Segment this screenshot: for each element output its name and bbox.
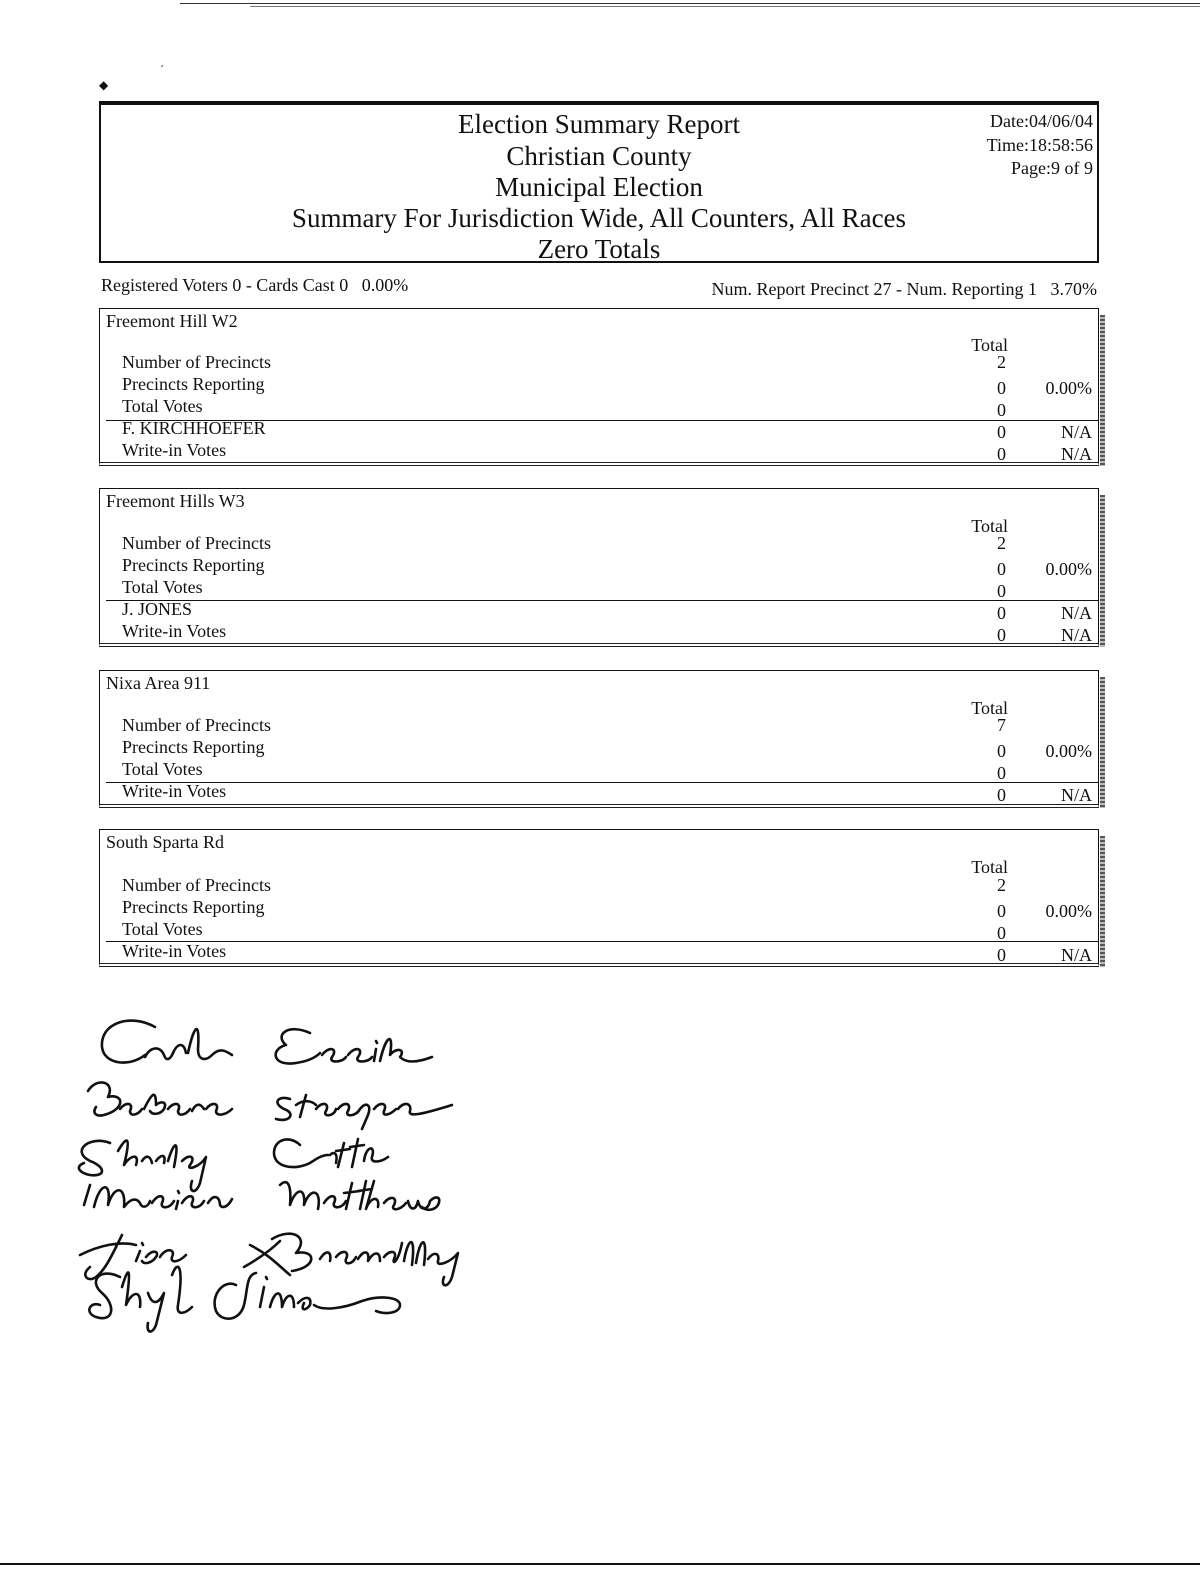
stat-label: Number of Precincts (122, 715, 271, 735)
report-header (99, 101, 1099, 263)
candidate-percent: N/A (1061, 603, 1092, 623)
candidate-row (122, 598, 1098, 623)
signature-lisa-brandley (80, 1234, 458, 1286)
race-block (99, 829, 1099, 967)
stat-value: 7 (997, 715, 1006, 735)
stat-percent: 0.00% (1045, 378, 1092, 398)
stat-value: 0 (997, 559, 1006, 579)
candidate-name: J. JONES (122, 599, 193, 619)
report-page: Page:9 of 9 (1011, 158, 1093, 178)
candidate-votes: 0 (997, 945, 1006, 965)
stat-value: 2 (997, 875, 1006, 895)
stat-value: 0 (997, 581, 1006, 601)
report-title: Election Summary Report (458, 109, 740, 139)
stat-label: Number of Precincts (122, 352, 271, 372)
race-block (99, 488, 1099, 647)
signature-carl-essick (102, 1021, 432, 1064)
candidate-name: Write-in Votes (122, 440, 227, 460)
scan-edge-top-inner (250, 6, 1200, 7)
candidate-percent: N/A (1061, 945, 1092, 965)
stat-label: Total Votes (122, 919, 203, 939)
race-title: Freemont Hills W3 (106, 491, 245, 511)
stat-value: 2 (997, 533, 1006, 553)
signature-barbara (88, 1082, 452, 1129)
candidate-name: Write-in Votes (122, 621, 227, 641)
signature-shirley (79, 1139, 388, 1191)
stat-value: 2 (997, 352, 1006, 372)
candidate-percent: N/A (1061, 625, 1092, 645)
candidate-votes: 0 (997, 785, 1006, 805)
race-block (99, 308, 1099, 466)
stat-percent: 0.00% (1045, 559, 1092, 579)
stat-label: Number of Precincts (122, 875, 271, 895)
stat-value: 0 (997, 741, 1006, 761)
stat-label: Precincts Reporting (122, 737, 265, 757)
election-name: Municipal Election (495, 172, 703, 202)
candidate-votes: 0 (997, 625, 1006, 645)
scan-edge-bottom (0, 1563, 1200, 1565)
stat-value: 0 (997, 901, 1006, 921)
signatures-block (60, 1005, 500, 1335)
report-scope: Summary For Jurisdiction Wide, All Counters, All Races (291, 203, 907, 233)
stat-label: Total Votes (122, 759, 203, 779)
stat-label: Precincts Reporting (122, 897, 265, 917)
candidate-row (122, 620, 1098, 645)
total-column-header: Total (971, 698, 1008, 718)
stat-row-total-votes (122, 918, 1098, 943)
candidate-name: Write-in Votes (122, 941, 227, 961)
total-column-header: Total (971, 335, 1008, 355)
stat-row-total-votes (122, 576, 1098, 601)
stat-label: Precincts Reporting (122, 555, 265, 575)
candidate-name: Write-in Votes (122, 781, 227, 801)
stat-label: Total Votes (122, 577, 203, 597)
total-column-header: Total (971, 516, 1008, 536)
candidate-votes: 0 (997, 444, 1006, 464)
stat-value: 0 (997, 378, 1006, 398)
stat-percent: 0.00% (1045, 901, 1092, 921)
signature-sheryl-tinel (89, 1267, 400, 1332)
stat-label: Precincts Reporting (122, 374, 265, 394)
candidate-percent: N/A (1061, 422, 1092, 442)
stat-row-reporting (122, 554, 1098, 579)
total-column-header: Total (971, 857, 1008, 877)
stat-row-reporting (122, 896, 1098, 921)
candidate-row (122, 439, 1098, 464)
race-title: South Sparta Rd (106, 832, 225, 852)
registered-voters-summary: Registered Voters 0 - Cards Cast 0 0.00% (101, 275, 409, 295)
stat-label: Total Votes (122, 396, 203, 416)
report-time: Time:18:58:56 (986, 135, 1093, 155)
scan-edge-top (180, 3, 1200, 4)
stat-value: 0 (997, 923, 1006, 943)
candidate-percent: N/A (1061, 785, 1092, 805)
candidate-row (122, 940, 1098, 965)
candidate-name: F. KIRCHHOEFER (122, 418, 266, 438)
stat-row-precincts (122, 874, 1098, 896)
scan-speck: ′ (161, 63, 164, 75)
precinct-reporting-summary: Num. Report Precinct 27 - Num. Reporting 1 3.70% (711, 279, 1097, 299)
stat-percent: 0.00% (1045, 741, 1092, 761)
county-name: Christian County (506, 141, 692, 171)
candidate-percent: N/A (1061, 444, 1092, 464)
candidate-votes: 0 (997, 422, 1006, 442)
stat-label: Number of Precincts (122, 533, 271, 553)
stat-row-precincts (122, 532, 1098, 554)
race-title: Nixa Area 911 (106, 673, 211, 693)
candidate-row (122, 417, 1098, 442)
stat-row-reporting (122, 373, 1098, 398)
stat-value: 0 (997, 400, 1006, 420)
stat-row-total-votes (122, 395, 1098, 420)
race-title: Freemont Hill W2 (106, 311, 238, 331)
signature-marian-matthews (84, 1181, 439, 1210)
report-date: Date:04/06/04 (990, 111, 1093, 131)
stat-value: 0 (997, 763, 1006, 783)
scan-speck: ◆ (99, 78, 109, 92)
stat-row-precincts (122, 351, 1098, 373)
candidate-votes: 0 (997, 603, 1006, 623)
report-type: Zero Totals (537, 234, 661, 264)
stat-row-reporting (122, 736, 1098, 761)
race-block (99, 670, 1099, 808)
stat-row-total-votes (122, 758, 1098, 783)
candidate-row (122, 780, 1098, 805)
stat-row-precincts (122, 714, 1098, 736)
